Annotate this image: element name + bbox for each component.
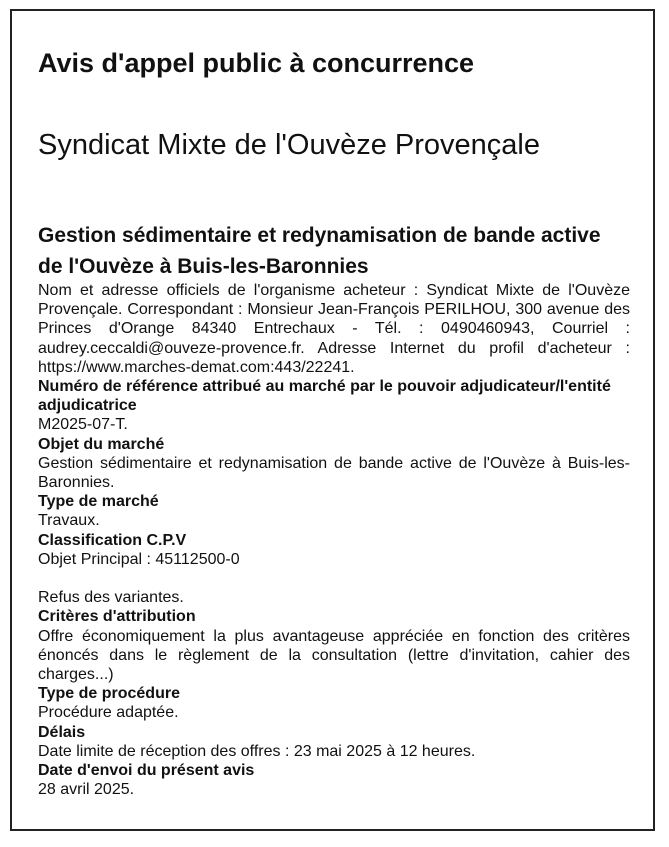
- contract-type-value: Travaux.: [38, 512, 100, 530]
- award-criteria-label: Critères d'attribution: [38, 608, 196, 626]
- notice-frame: [10, 9, 655, 831]
- contract-type-label: Type de marché: [38, 493, 159, 511]
- organization-name: Syndicat Mixte de l'Ouvèze Provençale: [38, 129, 541, 161]
- notice-heading: Avis d'appel public à concurrence: [38, 48, 475, 78]
- award-criteria-value: Offre économiquement la plus avantageuse appréciée en fonction des critères énoncés dans le règlement de la consultation (lettre d'invitation, cahier des charges...): [38, 627, 630, 684]
- buyer-contact-paragraph: Nom et adresse officiels de l'organisme acheteur : Syndicat Mixte de l'Ouvèze Provençale. Correspondant : Monsieur Jean-François PERILHOU, 300 avenue des Princes d'Orange 84340 Entrechaux - Tél. : 0490460943, Courriel : audrey.ceccaldi@ouveze-provence.fr. Adresse Internet du profil d'acheteur : https://www.marches-demat.com:443/22241.: [38, 282, 630, 376]
- dispatch-date-value: 28 avril 2025.: [38, 781, 135, 799]
- contract-object-value: Gestion sédimentaire et redynamisation de bande active de l'Ouvèze à Buis-les-Baronnies.: [38, 454, 630, 492]
- contract-subject: Gestion sédimentaire et redynamisation de bande active de l'Ouvèze à Buis-les-Baronnies: [38, 224, 601, 278]
- procedure-type-label: Type de procédure: [38, 685, 180, 703]
- variants-refusal-value: Refus des variantes.: [38, 589, 184, 607]
- procedure-type-value: Procédure adaptée.: [38, 704, 179, 722]
- reference-number-value: M2025-07-T.: [38, 416, 128, 434]
- dispatch-date-label: Date d'envoi du présent avis: [38, 762, 255, 780]
- notice-body: [38, 281, 630, 799]
- deadlines-label: Délais: [38, 723, 86, 741]
- cpv-classification-label: Classification C.P.V: [38, 531, 187, 549]
- contract-object-label: Objet du marché: [38, 435, 165, 453]
- deadlines-value: Date limite de réception des offres : 23 mai 2025 à 12 heures.: [38, 742, 476, 760]
- section-spacer: [38, 569, 630, 588]
- reference-number-label: Numéro de référence attribué au marché par le pouvoir adjudicateur/l'entité adjudicatrice: [38, 378, 611, 415]
- cpv-classification-value: Objet Principal : 45112500-0: [38, 550, 240, 568]
